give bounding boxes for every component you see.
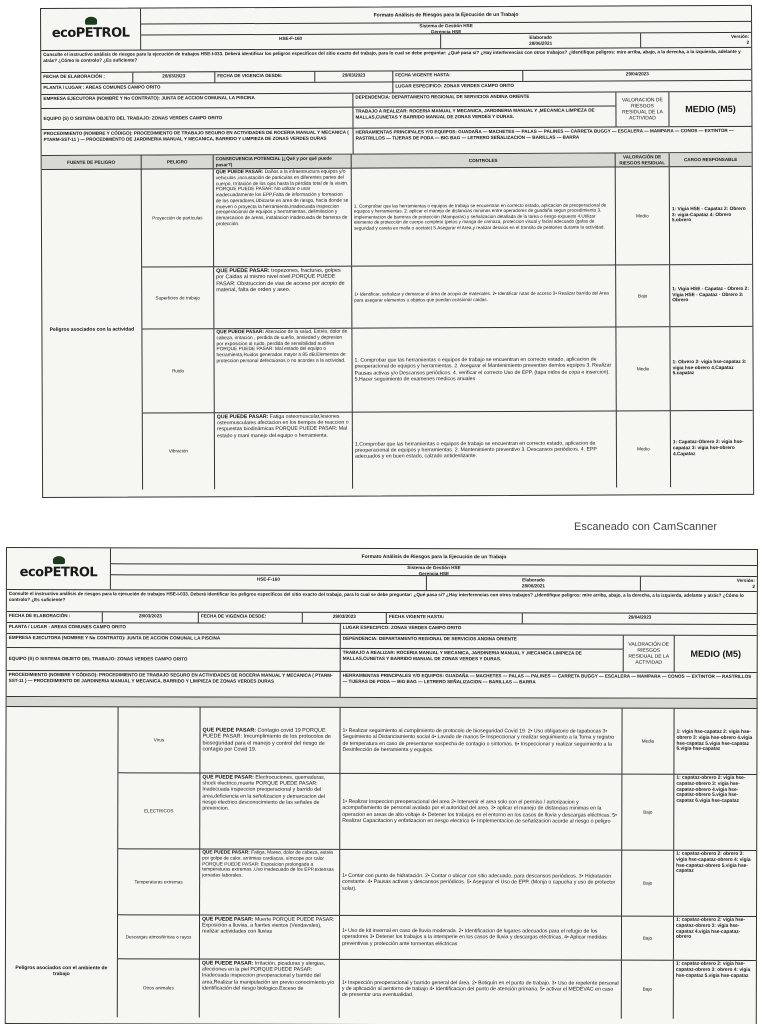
risk-level: MEDIO (M5) bbox=[685, 103, 736, 114]
col-peligro: PELIGRO bbox=[142, 155, 214, 168]
table-row bbox=[143, 411, 753, 490]
consecuencia-cell: QUE PUEDE PASAR: Fatiga, Mareo, dolor de cabeza, estrés por golpe de calor, arritmias cardiacas, símcope por calor PORQUE PUEDE PASAR: Exposicion prolongada a temperaturas extremas ,Uso inadecuado de los EPP,extensas jornadas laborales. bbox=[200, 850, 340, 915]
cargo-cell: 1: capataz-obrero 2: obrero 3: vigia hse-capataz-obrero 4: vigia hse-capataz-obrero 5.vigia hse-capataz bbox=[676, 851, 751, 875]
herramientas: HERRAMIENTAS PRINCIPALES Y/O EQUIPOS: GUADAÑA — MACHETES — PALAS — PALINES — CARRETA BUGGY — ESCALERA — MAMPARA — CONOS — EXTINTOR — RASTRILLOS — TIJERAS DE PODA — BIG BAG — LETRERO SEÑALIZACION — BARILLAS — BARRA bbox=[342, 672, 752, 684]
form-code: HSE-F-160 bbox=[141, 34, 441, 49]
instructivo-text: Consulte el instructivo análisis de riesgos para la ejecución de trabajos HSE-I-033. Deberá identificar los peligros específicos del sitio exacto del trabajo, para lo cual se debe preguntar: ¿Qué pasa si? ¿Hay interferencias con otros trabajos? ¿Identifique peligros: mire arriba, abajo, a la derecha, a la izquierda, adelante y atrás? ¿Cómo lo controlo? ¿Es suficiente? bbox=[43, 48, 741, 63]
consecuencia-cell: QUE PUEDE PASAR: tropezones, fracturas, golpes por Caidas al mismo nivel nivel.PORQUE PUEDE PASAR: Obstruccion de vias de acceso por acopio de material, falta de orden y aseo. bbox=[214, 267, 352, 329]
controles-cell: 1. Comprobar que las herramientas o equipos de trabajo se encuentran en correcto estado, aplicacion de preoperacional de equipos y herramientas. 2. Asegurar el Mantenimiento preventivo demlos equipos 3. Realizar Pausas activas y/o Descansos periódicos. 4. verificar el correcto Uso de EPP, (tapa oidos de copa e insercion). 5.Hacer seguimiento de examenes medicos anuales bbox=[352, 327, 616, 411]
peligro-cell: ELECTRICOS bbox=[118, 773, 200, 848]
peligro-cell: Descargas atmosféricas o rayos bbox=[118, 915, 200, 958]
consecuencia-cell: QUE PUEDE PASAR: Alteracion de la salud, Estrés, dolor de cabeza, irritación , perdida de sueño, ansiedad y depresion por exposicion al ruido, perdida de sensibilidad auditiva PORQUE PUEDE PASAR: Mal estado del equipo o herramienta,Ruidos generados mayor a 85 dB,Elementos de proteccion personal defectuosos o no acordes a la actividad. bbox=[214, 329, 352, 413]
table-row bbox=[118, 959, 756, 1019]
elaborado-label: Elaborado bbox=[522, 577, 545, 583]
lugar-especifico: LUGAR ESPECIFICO: ZONAS VERDES CAMPO ORITO bbox=[342, 624, 462, 631]
valoracion-cell: Medio bbox=[622, 709, 674, 774]
peligro-cell: Superficies de trabajo bbox=[142, 267, 214, 328]
scanner-watermark: Escaneado con CamScanner bbox=[574, 521, 718, 533]
trabajo-a-realizar: TRABAJO A REALIZAR: ROCERIA MANUAL Y MECANICA, JARDINERIA MANUAL Y ,MECANICA LIMPIEZA DE MALLAS,CUNETAS Y BARRIDO MANUAL DE ZONAS VERDES Y DURAS. bbox=[342, 649, 582, 661]
controles-cell: 1. Comprobar que las herramientas o equipos de trabajo se encuentran en correcto estado, aplicacion de preoperacional de equipos y herramientas. 2. aplicar el manejo de distancias minimas entre operadores de guadaña segun procedimiento 3. implementacion de barreras de protección (Mamparas) y señalizacion detallada de la tarea o riesgo expuesto 4.Utilizar elemento de protección de cuerpo completo (petos y manga de carnaza, proteccion visual y facial adecuado (gafas de seguridad y careta en malla o acetato) 5.Asegurar el Area,y realizar desvios en el transito de peatones durante la actividad. bbox=[352, 167, 616, 265]
risk-level: MEDIO (M5) bbox=[690, 648, 741, 659]
trabajo-a-realizar: TRABAJO A REALIZAR: ROCERIA MANUAL Y MECANICA, JARDINERIA MANUAL Y ,MECANICA LIMPIEZA DE MALLAS,CUNETAS Y BARRIDO MANUAL DE ZONAS VERDES Y DURAS. bbox=[355, 107, 595, 120]
controles-cell: 1• Realizar Inspeccion preoperacional del area 2• Intervenir el area solo con el permiso / autorizacion y acompañamiento de personal avalado por el autoridad del area. 3• aplicar el manejo de distancias minimas en la operacion en areas de alto voltaje 4• Detener los trabajos en el entorno en los casos de lluvia y descargas eléctricas. 5• Realizar Capacitacion y enfatizacion en riesgo electrico 6• Implementacion de señalizacion acorde al riesgo o peligro bbox=[340, 774, 622, 850]
consecuencia-cell: QUE PUEDE PASAR: Contagio covid 19 PORQUE PUEDE PASAR: Imcumplimiento de los protocolos de bioseguridad para el manejo y control del riesgo de contagio por Covid 19. bbox=[200, 708, 340, 773]
col-valoracion: VALORACIÓN DE RIESGOS RESIDUAL bbox=[616, 153, 670, 166]
consecuencia-cell: QUE PUEDE PASAR: Fatiga osteomuscular,lesiones osteomusculares afectacion en los tiempos de reaccion o respuestas biodinámicas PORQUE PUEDE PASAR: Mal estado y mani manejo del equipo o herramienta. bbox=[215, 413, 353, 490]
controles-cell: 1• Inspección preoperacional y barrido general del área. 2• Botiquín en el punto de trabajo. 3• Uso de repelente personal y de aplicación al aentorno de trabajo 4• Identificacion del punto de atención primaria. 5• activar el MEDEVAC en caso de presentar una eventualidad. bbox=[340, 960, 622, 1019]
ecopetrol-logo: ecoPETROL bbox=[7, 548, 111, 589]
hazard-group: Peligros asociados con el ambiente de trabajo bbox=[6, 707, 119, 1017]
cargo-cell: 1: capataz-obrero 2: vigia hse-capataz-obrero 3: obrero 4: vigia hse-capataz 5.vigia hse-capataz bbox=[675, 961, 751, 979]
fecha-vigencia-label: FECHA DE VIGENCIA DESDE: bbox=[199, 613, 303, 623]
consecuencia-cell: QUE PUEDE PASAR: Daños a la infraestructura equipos y/o vehiculos ,incrustación de particulas en diferentes partes del cuerpo, Irritación de los ojos hasta la pérdida total de la visión. PORQUE PUEDE PASAR: No utilizar o usar inadecuadamente los EPP,Falta de información y formacion de los operadores,Ubicarse en area de riesgo, hacia donde se mueven o proyecta la herramienta,Inadecuada inspeccion preoperacional de equipos y herramientas, delimitacion y demarcacion de areas, instalacion inadecuada de barreras de protección. bbox=[214, 169, 352, 267]
fecha-hasta: 29/04/2023 bbox=[625, 71, 649, 77]
document-page-1 bbox=[40, 5, 754, 498]
valoracion-cell: Medio bbox=[617, 411, 671, 487]
controles-cell: 1.Comprobar que las herramientas o equipos de trabajo se encuentran en correcto estado, aplicacion de preoperacional de equipos y herramientas. 2. Mantenimiento preventivo 3. Descansos periódicos. 4. EPP adecuados y en buen estado, calzado antideslizante. bbox=[353, 411, 617, 488]
gerencia-name: Gerencia HSE bbox=[430, 28, 462, 34]
form-code: HSE-F-160 bbox=[111, 575, 427, 590]
elaborado-date: 28/06/2021 bbox=[521, 582, 545, 588]
elaborado-date: 28/06/2021 bbox=[529, 40, 553, 46]
table-row bbox=[118, 707, 756, 775]
valoracion-cell: Bajo bbox=[616, 265, 670, 326]
equipo-sistema: EQUIPO (S) O SISTEMA OBJETO DEL TRABAJO: ZONAS VERDES CAMPO ORITO bbox=[7, 648, 341, 671]
valoracion-label: VALORACIÓN DE RIESGOS RESIDUAL DE LA ACTIVIDAD bbox=[615, 92, 669, 126]
consecuencia-cell: QUE PUEDE PASAR: Electrocuciones, quemaduras, shock electrico,muerte PORQUE PUEDE PASAR: Inadecuada inspeccion preoperacional y barrido del area,deficiencia en la señolizacion y demarcacion del riesgo electrico.desconocimiento de las señales de prevencion. bbox=[200, 774, 340, 849]
cargo-cell: 1: capataz-obrero 2: vigia hse-capataz-obrero 3: vigia hse-capataz-obrero 4.vigia hse-capataz-obrero 5.vigia hse-capataz 6.vigia hse-capataz bbox=[676, 775, 746, 804]
document-page-2 bbox=[5, 547, 758, 1024]
procedimiento: PROCEDIMIENTO (NOMBRE Y CÓDIGO): PROCEDIMIENTO DE TRABAJO SEGURO EN ACTIVIDADES DE ROCERIA MANUAL Y MECANICA ( PTARM-SST-11 ) — PROCEDIMIENTO DE JARDINERIA MANUAL Y MECANICA, BARRIDO Y LIMPIEZA DE ZONAS VERDES DURAS bbox=[42, 129, 354, 155]
controles-cell: 1• Contar con punto de hidratación. 2• Contar o ubicar con sitio adecuado, para descansos periódicos. 3• Hidratación constante. 4• Pausas activas y descansos periódicos. 5• Asegurar el Uso de EPP, (Monja o capucha y uso de protector solar). bbox=[340, 850, 622, 916]
instructivo-text: Consulte el instructivo análisis de riesgos para la ejecución de trabajos HSE-I-033. Deberá identificar los peligros específicos del sitio exacto del trabajo, para lo cual se debe preguntar: ¿Qué pasa si? ¿Hay interferencias con otros trabajos? ¿Identifique peligros: mire arriba, abajo, a la derecha, a la izquierda, adelante y atrás? ¿Cómo lo controlo? ¿Es suficiente? bbox=[8, 591, 744, 602]
form-title: Formato Análisis de Riesgos para la Ejecución de un Trabajo bbox=[111, 548, 757, 566]
valoracion-cell: Bajo bbox=[622, 851, 674, 916]
controles-cell: 1• Identificar, señalizar y demarcar el área de acopio de materiales. 2• Identificar rutas de acceso 3• Realizar barrido del Area para asegurar elementos u objetos que puedan ocasionar caidas. bbox=[352, 265, 616, 327]
cargo-cell: 1: Vigia HSE - Capataz - Obrero 2: Vigia HSE - Capataz - Obrero 3: Obrero bbox=[672, 286, 749, 304]
valoracion-cell: Bajo bbox=[622, 775, 674, 850]
cargo-cell: 1: Obrero 2: vigia hse-capataz 3: vigia hse-obrero 4.Capataz 5.capataz bbox=[672, 359, 747, 377]
controles-cell: 1• Uso de kit invernal en caso de lluvia moderada. 2• Identificacion de lugares adecuados para el refugio de los operadores 3• Detener los trabajos a la intemperie en los casos de lluvia y descargas eléctricas. 4• Aplicar medidas preventivas y protección ante tormentas eléctricas bbox=[340, 916, 622, 960]
peligro-cell: Proyección de partículas bbox=[142, 169, 214, 266]
table-row bbox=[118, 849, 756, 917]
fecha-elaboracion-label: FECHA DE ELABORACIÓN : bbox=[7, 612, 103, 622]
planta-lugar: PLANTA / LUGAR : AREAS COMUNES CAMPO ORITO bbox=[7, 623, 341, 634]
peligro-cell: Temperaturas extremas bbox=[118, 849, 200, 914]
planta-lugar: PLANTA / LUGAR : AREAS COMUNES CAMPO ORITO bbox=[41, 82, 393, 94]
consecuencia-cell: QUE PUEDE PASAR: Irritación, picaduras y alergias, afecciones en la piel PORQUE PUEDE PASAR: Inadecuada inspeccion preoperacional y barrido del area,Realizar la manipulación sin previo conocimiento y/o identificación del riesgo biologico.Exceso de bbox=[200, 960, 340, 1018]
fecha-elaboracion: 28/03/2023 bbox=[133, 72, 215, 82]
dependencia: DEPENDENCIA: DEPARTAMENTO REGIONAL DE SERVICIOS ANDINA ORIENTE bbox=[342, 635, 517, 642]
version-number: 2 bbox=[746, 39, 750, 45]
iguana-logo-icon bbox=[50, 556, 66, 565]
cargo-cell: 1: capataz-obrero 2: vigia hse-capataz-obrero 3: vigia hse-capataz 4.vigia hse-capataz-obrero bbox=[675, 917, 746, 941]
iguana-logo-icon bbox=[83, 17, 99, 26]
peligro-cell: Virus bbox=[118, 707, 200, 772]
system-name: Sistema de Gestión HSE bbox=[407, 565, 461, 571]
fecha-elaboracion-label: FECHA DE ELABORACIÓN : bbox=[41, 73, 133, 83]
procedimiento: PROCEDIMIENTO (NOMBRE Y CÓDIGO): PROCEDIMIENTO DE TRABAJO SEGURO EN ACTIVIDADES DE ROCERIA MANUAL Y MECANICA ( PTARM-SST-11 ) — PROCEDIMIENTO DE JARDINERIA MANUAL Y MECANICA, BARRIDO Y LIMPIEZA DE ZONAS VERDES DURAS bbox=[7, 671, 341, 697]
version-label: Versión: bbox=[730, 33, 750, 39]
form-title: Formato Análisis de Riesgos para la Ejecución de un Trabajo bbox=[141, 6, 751, 25]
valoracion-cell: Medio bbox=[616, 167, 670, 264]
valoracion-cell: Medio bbox=[616, 327, 670, 410]
col-cargo: CARGO RESPONSABLE bbox=[683, 156, 738, 162]
valoracion-cell: Bajo bbox=[622, 961, 674, 1019]
fecha-vigencia-label: FECHA DE VIGENCIA DESDE: bbox=[215, 72, 315, 82]
dependencia: DEPENDENCIA: DEPARTAMENTO REGIONAL DE SERVICIOS ANDINA ORIENTE bbox=[355, 93, 530, 100]
table-row bbox=[118, 773, 756, 851]
fecha-vigencia: 29/03/2023 bbox=[315, 71, 393, 81]
table-row bbox=[118, 915, 756, 961]
fecha-elaboracion: 28/03/2023 bbox=[103, 612, 199, 622]
valoracion-cell: Bajo bbox=[622, 917, 674, 960]
cargo-cell: 1: Capataz-Obrero 2: vigia hse-capataz 3: vigia hse-obrero 4.Capataz bbox=[672, 440, 744, 458]
empresa-ejecutora: EMPRESA EJECUTORA (NOMBRE Y No CONTRATO): JUNTA DE ACCION COMUNAL LA PISCINA bbox=[41, 94, 353, 108]
empresa-ejecutora: EMPRESA EJECUTORA (NOMBRE Y No CONTRATO): JUNTA DE ACCION COMUNAL LA PISCINA bbox=[7, 634, 341, 648]
peligro-cell: Ruido bbox=[142, 329, 214, 412]
col-controles: CONTROLES bbox=[352, 153, 616, 167]
version-label: Versión: bbox=[736, 577, 755, 583]
hazard-group: Peligros asociados con la actividad bbox=[42, 170, 143, 490]
controles-cell: 1• Realizar seguimiento al cumplimiento de protocolo de bioseguridad Covid 19. 2• Uso obligatorio de tapabocas 3• Seguimiento al Distanciamiento social 4• Lavado de manos 5• Inspeccionar y realizar seguimiento a la Toma y registro de temperatura en caso de presentarse sospecha de contagio o sintomas. 6• Inspeccionar y realizar seguimiento a la Desinfección de herramienta y equipos. bbox=[340, 708, 622, 774]
fecha-hasta-label: FECHA VIGENTE HASTA: bbox=[393, 71, 523, 82]
herramientas: HERRAMIENTAS PRINCIPALES Y/O EQUIPOS: GUADAÑA — MACHETES — PALAS — PALINES — CARRETA BUGGY — ESCALERA — MAMPARA — CONOS — EXTINTOR — RASTRILLOS — TIJERAS DE PODA — BIG BAG — LETRERO SEÑALIZACION — BARILLAS — BARRA bbox=[355, 127, 734, 141]
table-row bbox=[142, 265, 752, 330]
elaborado-label: Elaborado bbox=[529, 34, 552, 40]
fecha-vigencia: 29/03/2023 bbox=[303, 613, 387, 623]
cargo-cell: 1: Vigia HSE - Capataz 2: Obrero 3: vigia-Capataz 4: Obrero 5.obrero bbox=[671, 206, 746, 224]
table-row bbox=[142, 167, 752, 268]
peligro-cell: Vibración bbox=[143, 413, 215, 489]
fecha-hasta-label: FECHA VIGENTE HASTA: bbox=[387, 613, 523, 623]
cargo-cell: 1: vigia hse-capataz 2: vigia hse-obrero 3: vigia hse-obrero 4.vigia hse-capataz 5.vigia hse-capataz 6.vigia hse-capataz bbox=[676, 729, 753, 753]
system-name: Sistema de Gestión HSE bbox=[419, 23, 473, 29]
valoracion-label: VALORACIÓN DE RIESGOS RESIDUAL DE LA ACTIVIDAD bbox=[623, 636, 675, 672]
version-number: 2 bbox=[752, 583, 755, 589]
consecuencia-cell: QUE PUEDE PASAR: Muerte PORQUE PUEDE PASAR: Exposición a lluvias, a fuertes vientos (Vendavales), realizar actividades con lluvias bbox=[200, 916, 340, 959]
equipo-sistema: EQUIPO (S) O SISTEMA OBJETO DEL TRABAJO: ZONAS VERDES CAMPO ORITO bbox=[41, 108, 353, 129]
col-fuente-peligro: FUENTE DE PELIGRO bbox=[42, 156, 142, 169]
gerencia-name: Gerencia HSE bbox=[418, 570, 450, 576]
peligro-cell: Otros animales bbox=[118, 959, 200, 1017]
lugar-especifico: LUGAR ESPECIFICO: ZONAS VERDES CAMPO ORITO bbox=[395, 82, 514, 89]
table-row bbox=[142, 327, 752, 414]
fecha-hasta: 29/04/2023 bbox=[628, 614, 652, 620]
col-consecuencia: CONSECUENCIA POTENCIAL (¿Qué y por qué puede pasar?) bbox=[214, 155, 352, 169]
ecopetrol-logo: ecoPETROL bbox=[41, 9, 141, 50]
